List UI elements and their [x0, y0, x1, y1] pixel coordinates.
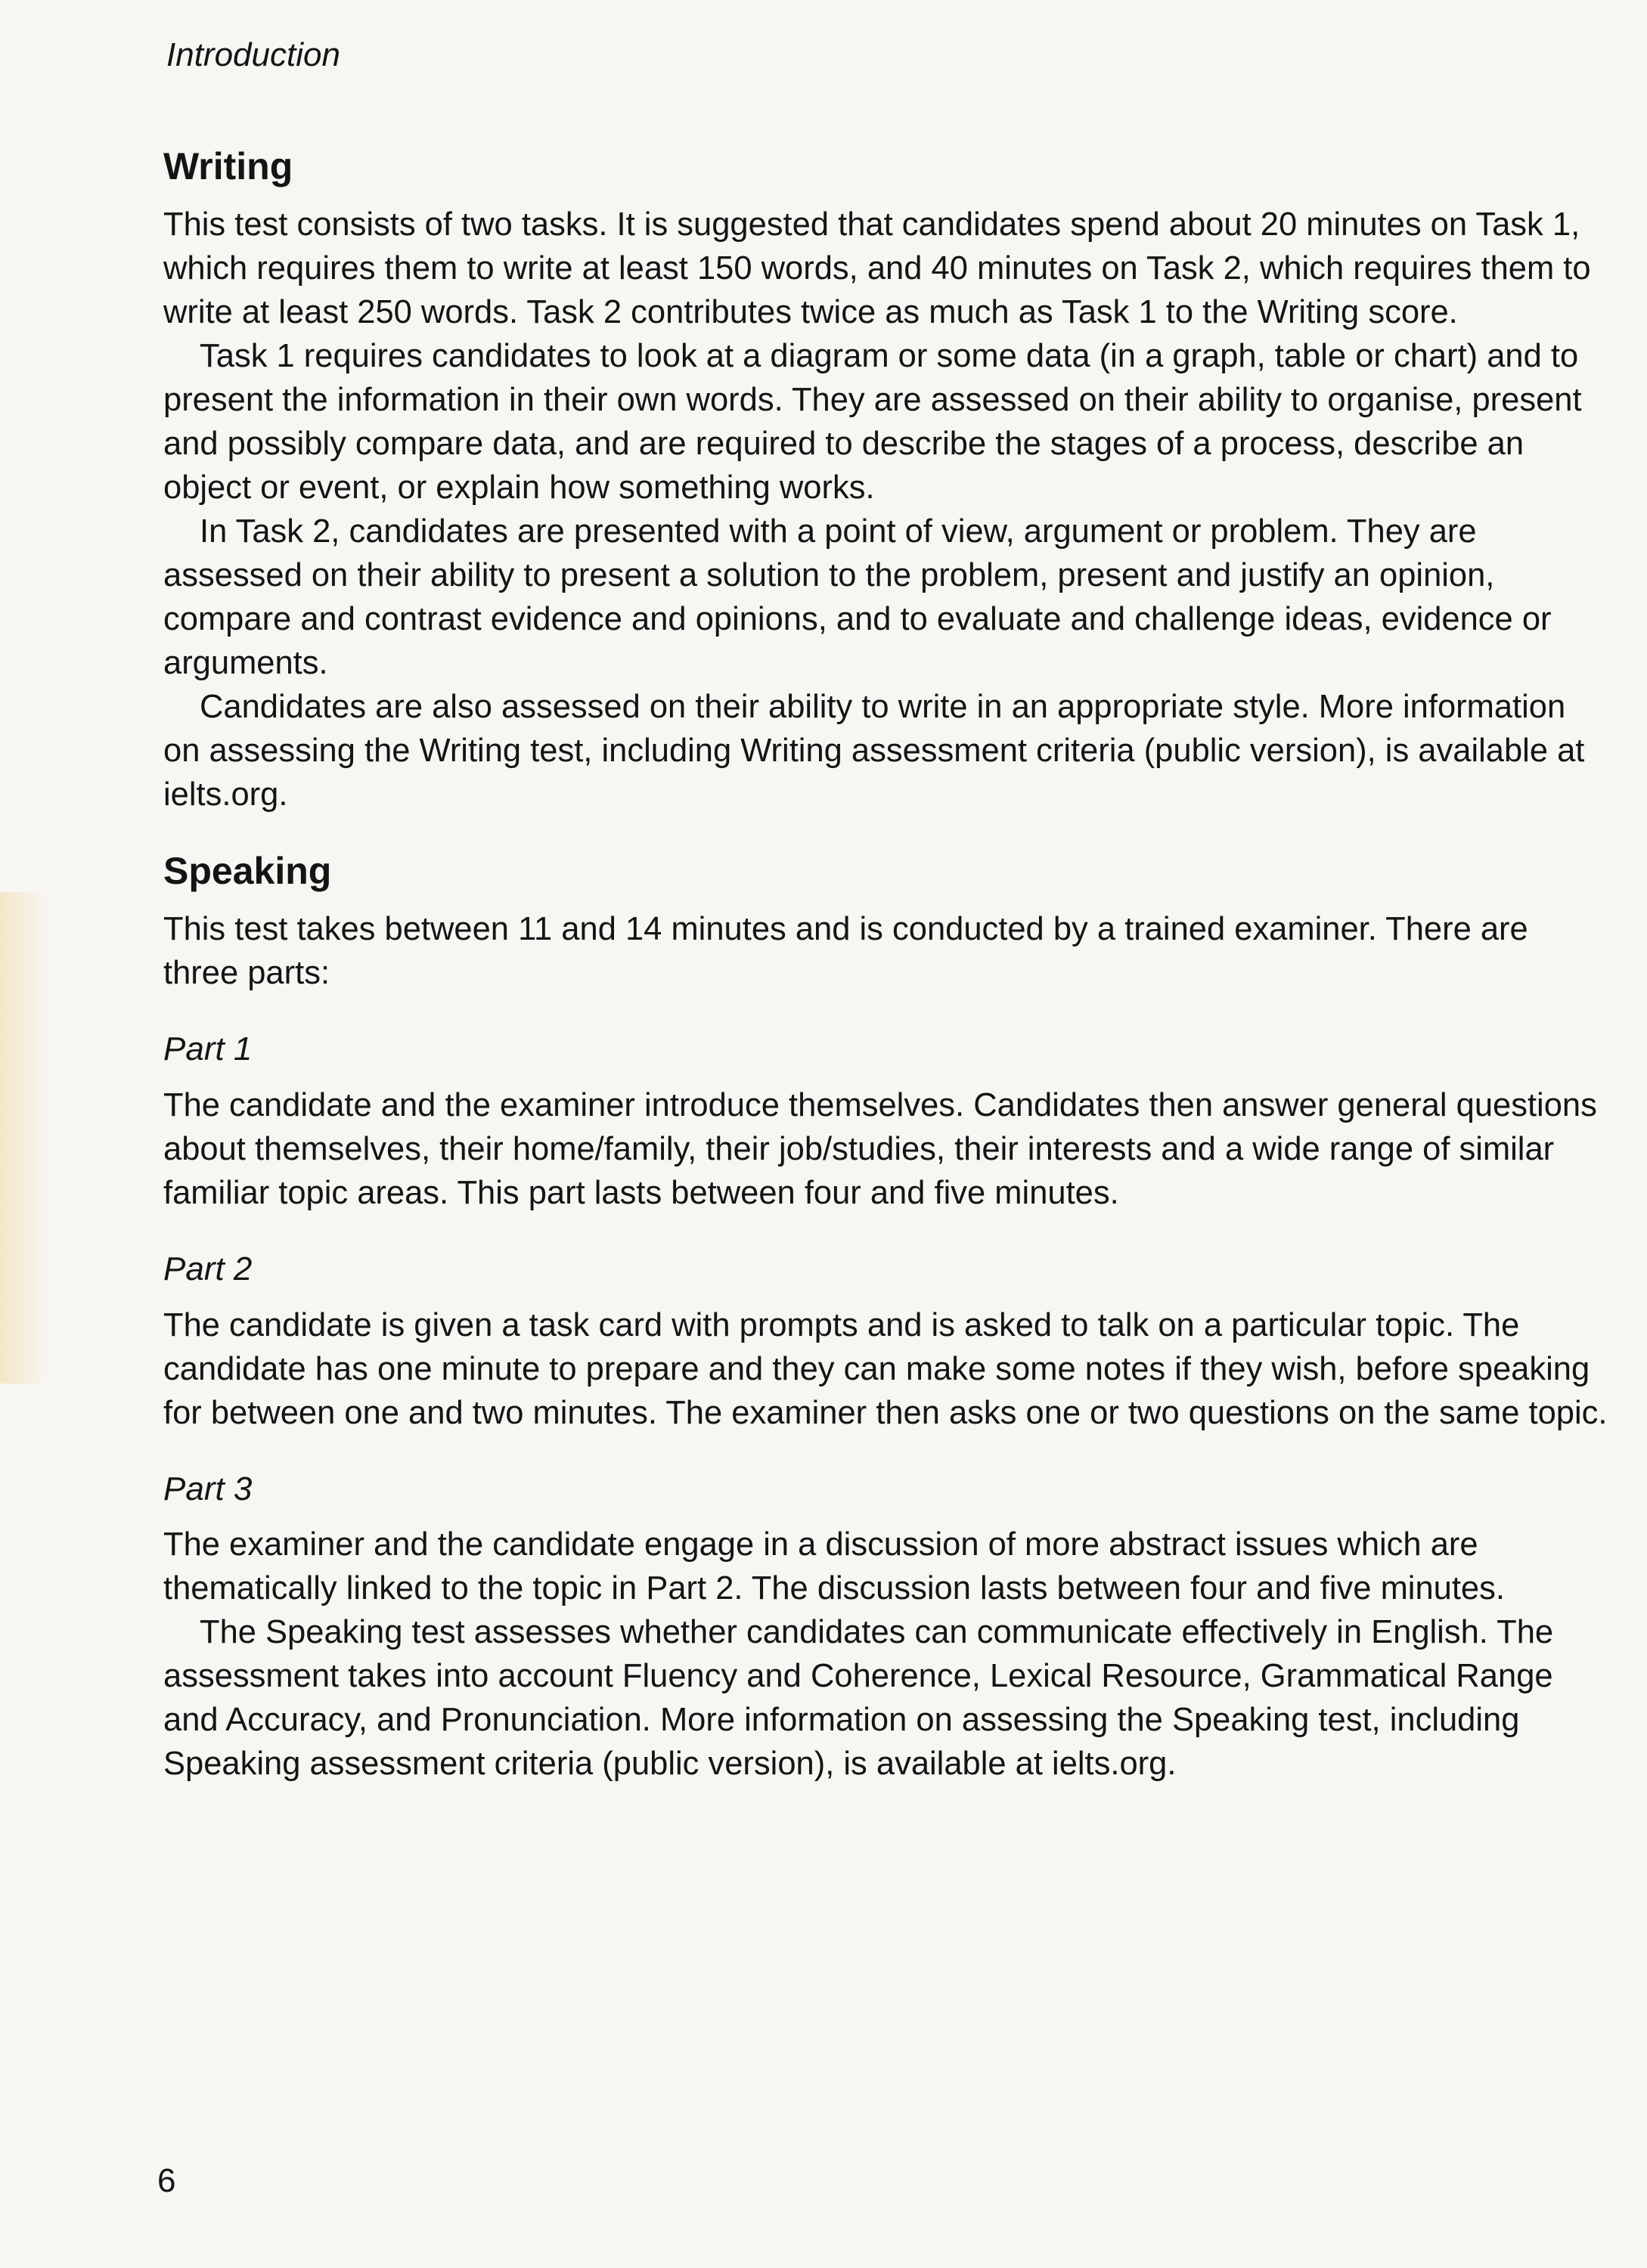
page-edge-shading — [0, 892, 45, 1383]
page-number: 6 — [157, 2162, 176, 2199]
speaking-heading: Speaking — [163, 850, 332, 892]
page-body — [163, 144, 1608, 1786]
part-2-title: Part 2 — [163, 1250, 253, 1287]
writing-paragraph: Candidates are also assessed on their ability to write in an appropriate style. More information on assessing the Writing test, including Writing assessment criteria (public version), is available at ielts.org. — [163, 689, 1585, 813]
speaking-intro: This test takes between 11 and 14 minutes and is conducted by a trained examiner. There are three parts: — [163, 911, 1528, 991]
part-1-title: Part 1 — [163, 1030, 253, 1067]
writing-section — [163, 144, 1608, 816]
part-3-title: Part 3 — [163, 1470, 253, 1507]
speaking-section — [163, 848, 1608, 1786]
running-header: Introduction — [166, 36, 340, 73]
part-3-paragraph: The examiner and the candidate engage in a discussion of more abstract issues which are thematically linked to the topic in Part 2. The discussion lasts between four and five minutes. — [163, 1526, 1505, 1607]
part-1-paragraph: The candidate and the examiner introduce themselves. Candidates then answer general questions about themselves, their home/family, their job/studies, their interests and a wide range of similar familiar topic areas. This part lasts between four and five minutes. — [163, 1086, 1597, 1211]
writing-heading: Writing — [163, 145, 293, 187]
part-2-paragraph: The candidate is given a task card with prompts and is asked to talk on a particular topic. The candidate has one minute to prepare and they can make some notes if they wish, before speaking for between one and two minutes. The examiner then asks one or two questions on the same topic. — [163, 1306, 1608, 1431]
writing-paragraph: In Task 2, candidates are presented with a point of view, argument or problem. They are assessed on their ability to present a solution to the problem, present and justify an opinion, compare and contrast evidence and opinions, and to evaluate and challenge ideas, evidence or arguments. — [163, 513, 1552, 681]
writing-paragraph: Task 1 requires candidates to look at a diagram or some data (in a graph, table or chart) and to present the information in their own words. They are assessed on their ability to organise, present and possibly compare data, and are required to describe the stages of a process, describe an object or event, or explain how something works. — [163, 338, 1582, 506]
speaking-assessment-paragraph: The Speaking test assesses whether candidates can communicate effectively in English. The assessment takes into account Fluency and Coherence, Lexical Resource, Grammatical Range and Accuracy, and Pronunciation. More information on assessing the Speaking test, including Speaking assessment criteria (public version), is available at ielts.org. — [163, 1614, 1554, 1783]
writing-paragraph: This test consists of two tasks. It is suggested that candidates spend about 20 minutes on Task 1, which requires them to write at least 150 words, and 40 minutes on Task 2, which requires them to write at least 250 words. Task 2 contributes twice as much as Task 1 to the Writing score. — [163, 206, 1591, 330]
